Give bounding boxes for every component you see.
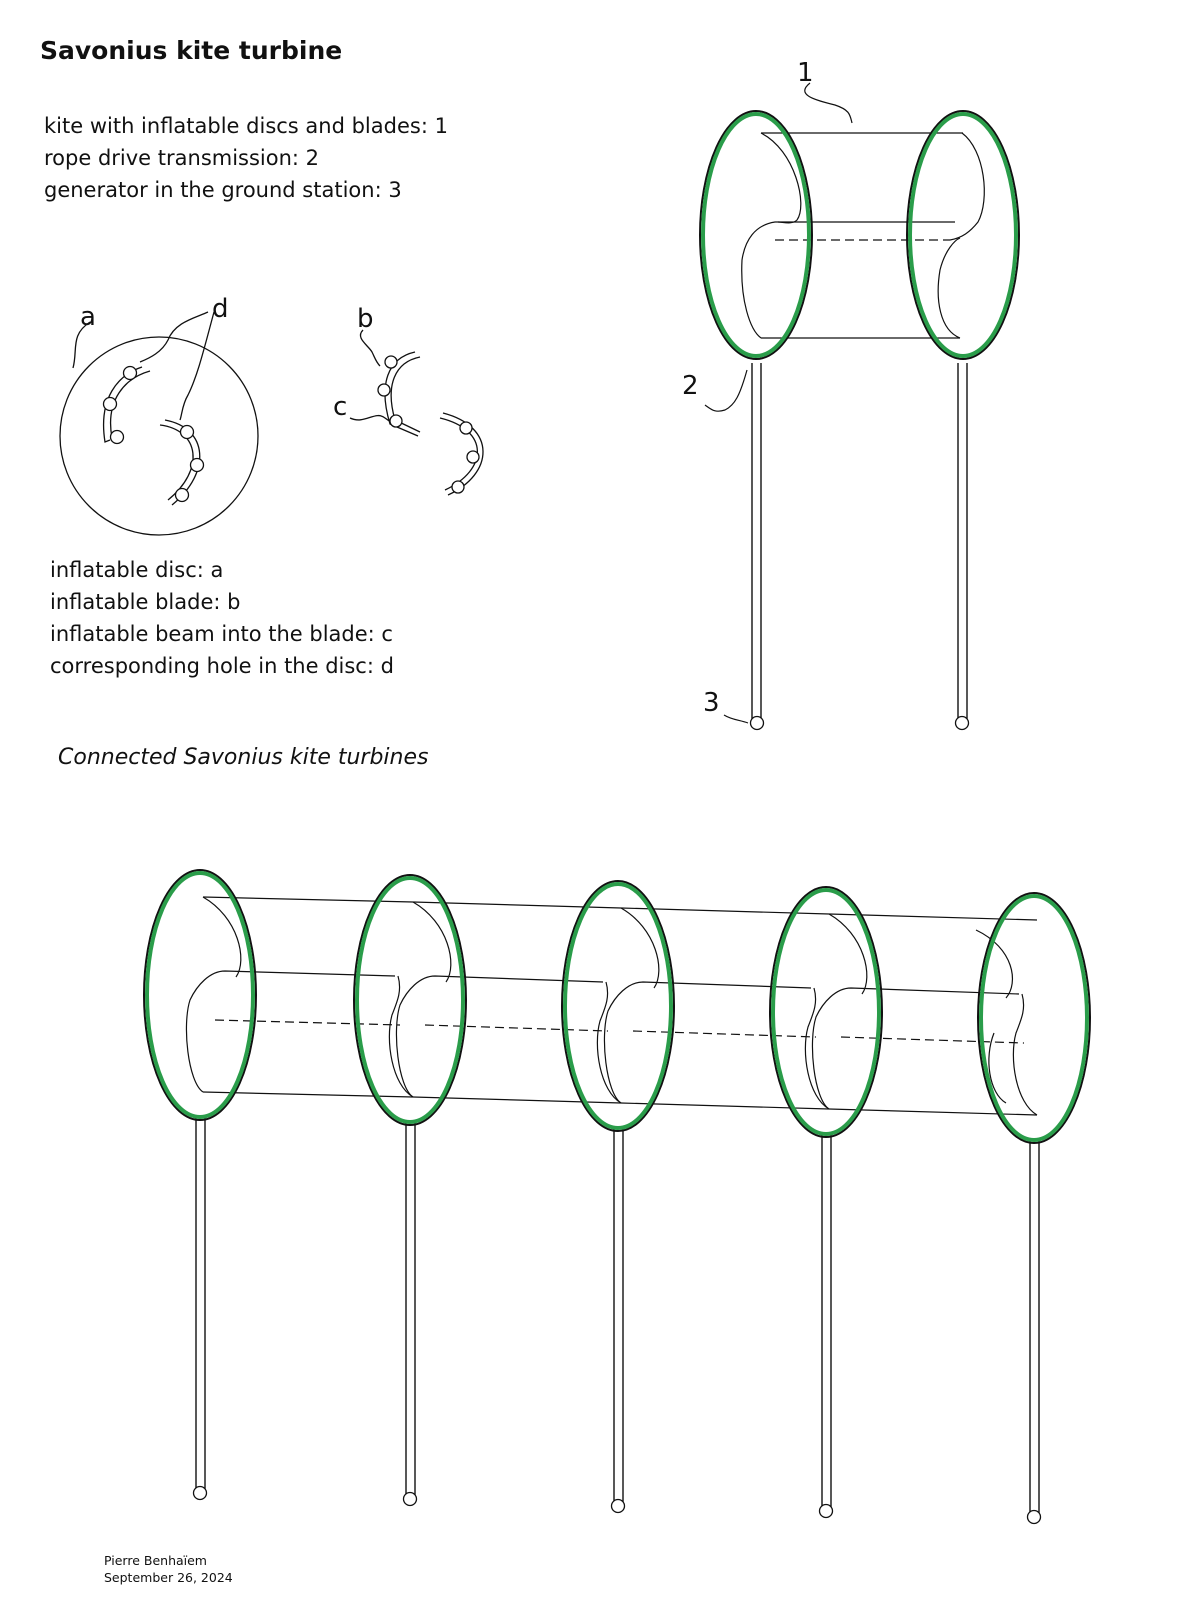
disc-outline — [354, 875, 466, 1125]
ground-station — [612, 1500, 625, 1513]
legend-item-beam: inflatable beam into the blade: c — [50, 622, 393, 646]
blade-curve — [829, 914, 867, 994]
connected-turbines — [144, 870, 1090, 1524]
legend-item-disc: inflatable disc: a — [50, 558, 224, 582]
disc-outline — [562, 881, 674, 1131]
disc-outline — [770, 887, 882, 1137]
shaft-dashed — [633, 1031, 816, 1037]
label-2: 2 — [682, 371, 699, 401]
ground-station — [1028, 1511, 1041, 1524]
leader-a — [73, 322, 90, 368]
ground-station — [194, 1487, 207, 1500]
inflatable-disc — [60, 337, 258, 535]
disc-rim — [773, 890, 879, 1134]
leader-b — [360, 330, 380, 366]
author-name: Pierre Benhaïem — [104, 1553, 207, 1568]
single-turbine — [700, 83, 1019, 730]
blade-curve — [621, 908, 659, 988]
legend-item-blade: inflatable blade: b — [50, 590, 241, 614]
legend-item-generator: generator in the ground station: 3 — [44, 178, 402, 202]
label-c: c — [333, 392, 348, 422]
disc-rim — [565, 884, 671, 1128]
ground-station — [820, 1505, 833, 1518]
label-a: a — [80, 302, 96, 332]
page-title: Savonius kite turbine — [40, 36, 343, 65]
blade-return — [597, 982, 621, 1103]
shaft-dashed — [425, 1025, 608, 1031]
label-b: b — [357, 304, 374, 334]
blade-return — [1013, 994, 1037, 1115]
label-1: 1 — [797, 58, 814, 88]
blade-return — [805, 988, 829, 1109]
disc-rim — [357, 878, 463, 1122]
subtitle: Connected Savonius kite turbines — [58, 745, 429, 770]
author-date: September 26, 2024 — [104, 1570, 233, 1585]
shaft-dashed — [215, 1020, 400, 1025]
ground-station — [404, 1493, 417, 1506]
disc-rim — [981, 896, 1087, 1140]
leader-d-2 — [180, 312, 214, 420]
label-3: 3 — [703, 688, 720, 718]
disc-rim — [147, 873, 253, 1117]
blade-curve — [203, 897, 241, 977]
disc-outline — [978, 893, 1090, 1143]
label-d: d — [212, 294, 229, 324]
blade-return — [389, 976, 413, 1097]
legend-item-rope: rope drive transmission: 2 — [44, 146, 320, 170]
shaft-dashed — [841, 1037, 1024, 1043]
blade-curve — [413, 902, 451, 982]
disc-outline — [144, 870, 256, 1120]
legend-item-hole: corresponding hole in the disc: d — [50, 654, 394, 678]
legend-item-kite: kite with inflatable discs and blades: 1 — [44, 114, 448, 138]
